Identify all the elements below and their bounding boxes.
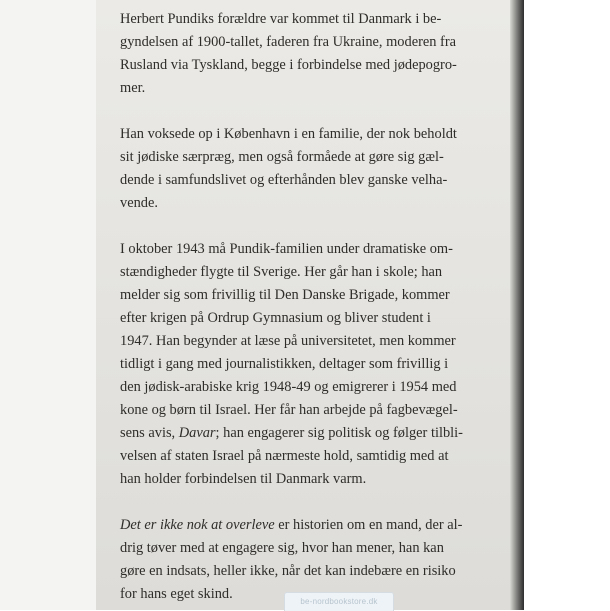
text-line: tidligt i gang med journalistikken, deltager som frivillig i bbox=[120, 356, 449, 372]
paragraph-2 bbox=[120, 123, 508, 215]
text-line: den jødisk-arabiske krig 1948-49 og emigrerer i 1954 med bbox=[120, 379, 457, 395]
text-line: dende i samfundslivet og efterhånden blev ganske velha- bbox=[120, 172, 448, 188]
text-line: Han voksede op i København i en familie, der nok beholdt bbox=[120, 126, 457, 142]
text-line: stændigheder flygte til Sverige. Her går han i skole; han bbox=[120, 264, 443, 280]
sticker-text: be-nordbookstore.dk bbox=[300, 597, 378, 606]
text-line: Rusland via Tyskland, begge i forbindelse med jødepogro- bbox=[120, 57, 457, 73]
text-line: for hans eget skind. bbox=[120, 586, 233, 602]
book-title: Det er ikke nok at overleve bbox=[120, 517, 275, 533]
text-line bbox=[120, 514, 508, 537]
text-line: Herbert Pundiks forældre var kommet til Danmark i be- bbox=[120, 11, 442, 27]
blurb-text bbox=[120, 8, 508, 606]
text-line: mer. bbox=[120, 80, 146, 96]
book-spine-edge bbox=[510, 0, 524, 610]
text-line: 1947. Han begynder at læse på universitetet, men kommer bbox=[120, 333, 456, 349]
image-border bbox=[524, 0, 610, 610]
paragraph-3 bbox=[120, 238, 508, 491]
text-line: han holder forbindelsen til Danmark varm. bbox=[120, 471, 367, 487]
text-line: gyndelsen af 1900-tallet, faderen fra Ukraine, moderen fra bbox=[120, 34, 457, 50]
text-segment: er historien om en mand, der al- bbox=[274, 517, 463, 533]
text-line: melder sig som frivillig til Den Danske Brigade, kommer bbox=[120, 287, 450, 303]
text-line: sit jødiske særpræg, men også formåede at gøre sig gæl- bbox=[120, 149, 444, 165]
text-line: kone og børn til Israel. Her får han arbejde på fagbevægel- bbox=[120, 402, 458, 418]
text-segment: sens avis, bbox=[120, 425, 179, 441]
text-line: I oktober 1943 må Pundik-familien under dramatiske om- bbox=[120, 241, 453, 257]
paragraph-1 bbox=[120, 8, 508, 100]
text-segment: ; han engagerer sig politisk og følger tilbli- bbox=[215, 425, 463, 441]
newspaper-title: Davar bbox=[178, 425, 216, 441]
text-line: vende. bbox=[120, 195, 158, 211]
text-line: drig tøver med at engagere sig, hvor han mener, han kan bbox=[120, 540, 444, 556]
text-line: gøre en indsats, heller ikke, når det kan indebære en risiko bbox=[120, 563, 456, 579]
text-line: efter krigen på Ordrup Gymnasium og bliver student i bbox=[120, 310, 431, 326]
text-line bbox=[120, 422, 508, 445]
text-line: velsen af staten Israel på nærmeste hold, samtidig med at bbox=[120, 448, 449, 464]
price-sticker bbox=[284, 592, 394, 611]
